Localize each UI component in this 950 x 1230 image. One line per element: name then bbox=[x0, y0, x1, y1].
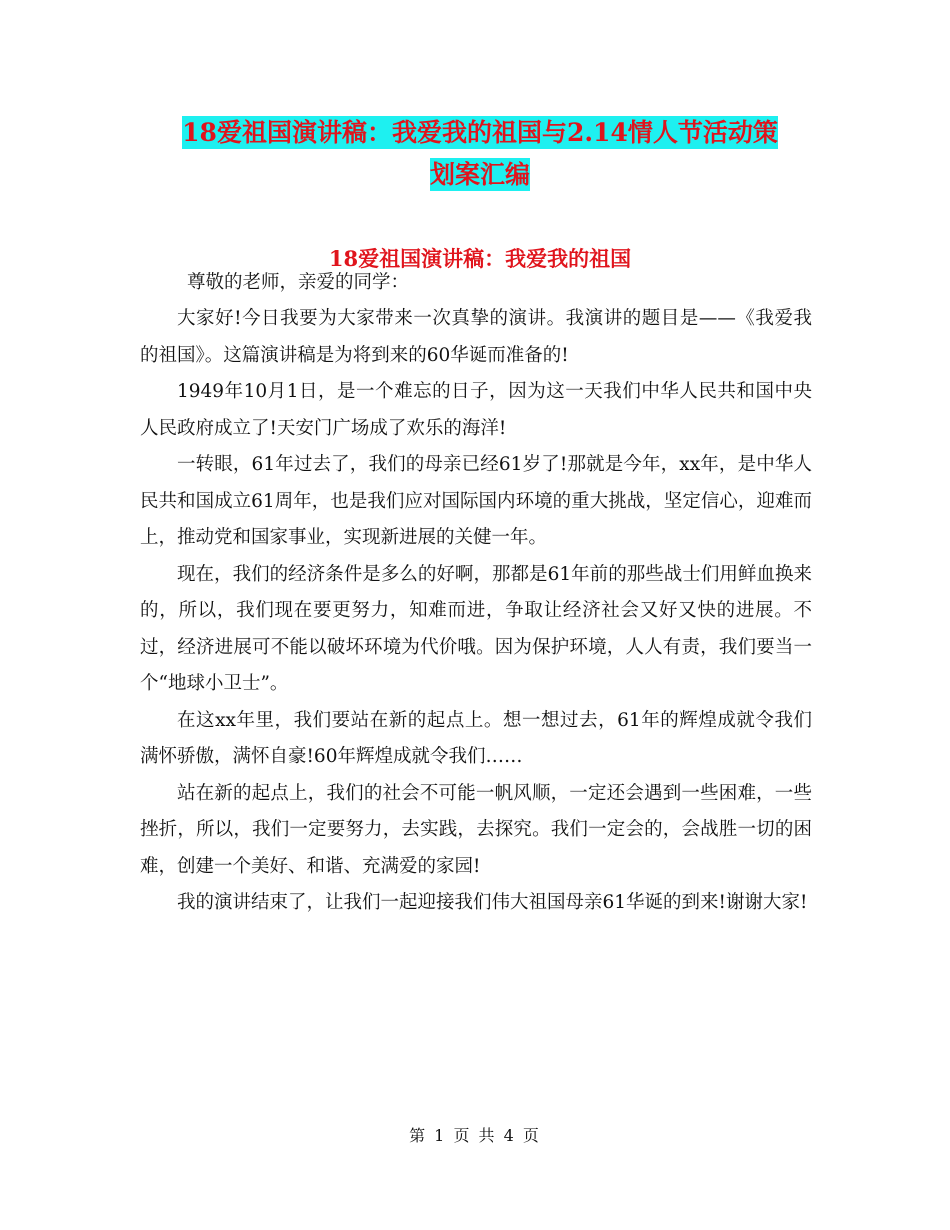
paragraph: 在这xx年里，我们要站在新的起点上。想一想过去，61年的辉煌成就令我们满怀骄傲，满怀自豪!60年辉煌成就令我们…… bbox=[140, 709, 812, 767]
document-title bbox=[140, 112, 820, 196]
document-title-line2: 划案汇编 bbox=[429, 160, 530, 189]
paragraph: 我的演讲结束了，让我们一起迎接我们伟大祖国母亲61华诞的到来!谢谢大家! bbox=[177, 892, 808, 913]
paragraph: 站在新的起点上，我们的社会不可能一帆风顺，一定还会遇到一些困难，一些挫折，所以，我们一定要努力，去实践，去探究。我们一定会的，会战胜一切的困难，创建一个美好、和谐、充满爱的家园! bbox=[140, 782, 812, 877]
paragraph: 一转眼，61年过去了，我们的母亲已经61岁了!那就是今年，xx年，是中华人民共和国成立61周年，也是我们应对国际国内环境的重大挑战，坚定信心，迎难而上，推动党和国家事业，实现新进展的关健一年。 bbox=[140, 454, 812, 548]
document-title-line1: 18爱祖国演讲稿：我爱我的祖国与2.14情人节活动策 bbox=[182, 118, 778, 147]
paragraph: 1949年10月1日，是一个难忘的日子，因为这一天我们中华人民共和国中央人民政府成立了!天安门广场成了欢乐的海洋! bbox=[140, 381, 812, 439]
paragraph: 现在，我们的经济条件是多么的好啊，那都是61年前的那些战士们用鲜血换来的，所以，我们现在要更努力，知难而进，争取让经济社会又好又快的进展。不过，经济进展可不能以破坏环境为代价哦。因为保护环境，人人有责，我们要当一个“地球小卫士”。 bbox=[140, 563, 812, 694]
speech-body bbox=[140, 301, 812, 922]
page-number-footer: 第 1 页 共 4 页 bbox=[409, 1126, 541, 1145]
paragraph: 大家好!今日我要为大家带来一次真挚的演讲。我演讲的题目是——《我爱我的祖国》。这篇演讲稿是为将到来的60华诞而准备的! bbox=[140, 308, 812, 366]
section-title: 18爱祖国演讲稿：我爱我的祖国 bbox=[328, 246, 632, 271]
salutation: 尊敬的老师，亲爱的同学： bbox=[187, 272, 410, 293]
